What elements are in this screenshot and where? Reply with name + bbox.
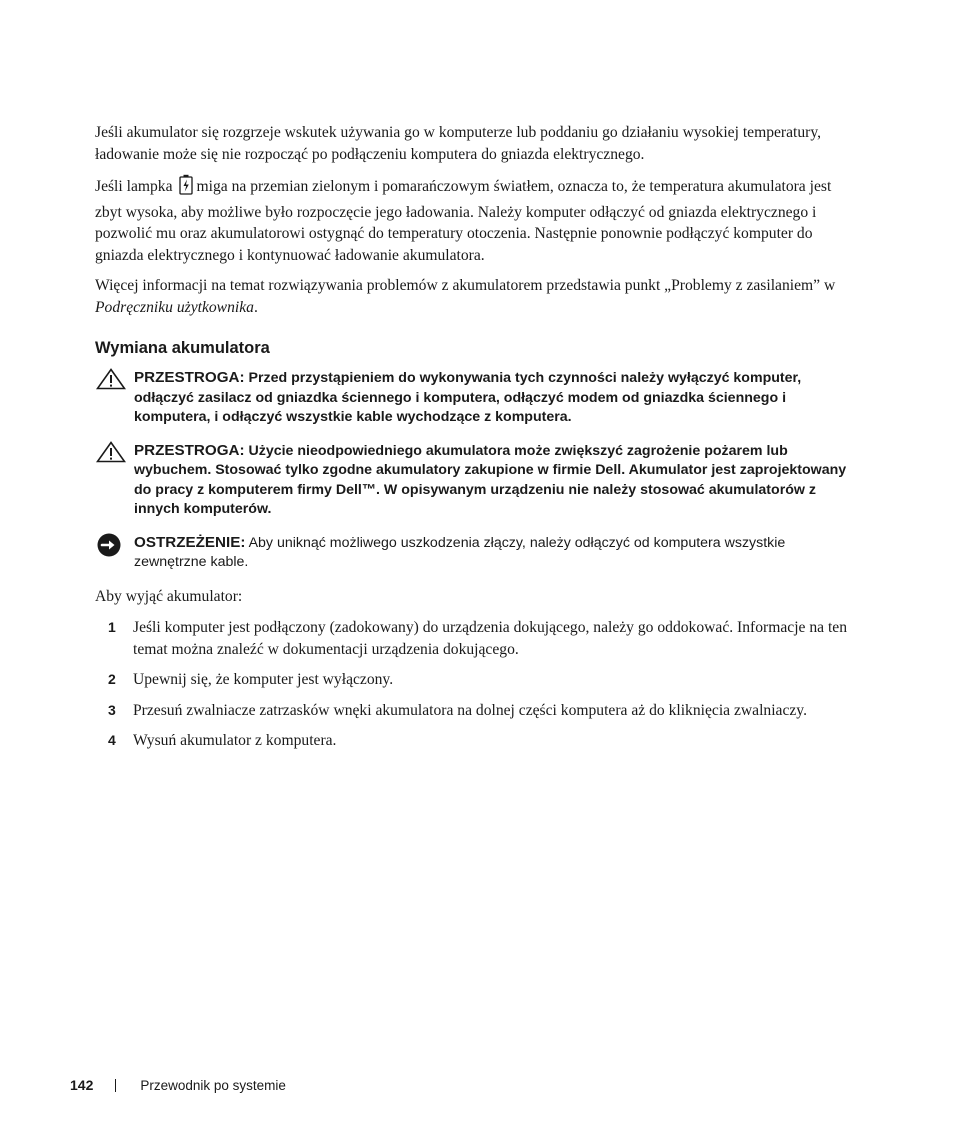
section-heading: Wymiana akumulatora xyxy=(95,339,270,357)
paragraph-more-info xyxy=(95,275,860,318)
list-item xyxy=(95,730,860,752)
paragraph-battery-heat: Jeśli akumulator się rozgrzeje wskutek używania go w komputerze lub poddaniu go działaniu wysokiej temperatury, ładowanie może się nie rozpocząć po podłączeniu komputera do gniazda elektrycznego. xyxy=(95,124,822,163)
warning-triangle-icon xyxy=(96,441,126,468)
paragraph-battery-light xyxy=(95,174,860,266)
step-number: 2 xyxy=(108,671,116,687)
caution-label: PRZESTROGA: xyxy=(134,441,245,459)
page-footer xyxy=(70,1077,286,1093)
step-text: Jeśli komputer jest podłączony (zadokowany) do urządzenia dokującego, należy go oddokować. Informacje na ten temat można znaleźć w dokumentacji urządzenia dokującego. xyxy=(133,619,848,658)
procedure-intro: Aby wyjąć akumulator: xyxy=(95,587,243,605)
caution-body: Użycie nieodpowiedniego akumulatora może zwiększyć zagrożenie pożarem lub wybuchem. Stosować tylko zgodne akumulatory zakupione w firmie Dell. Akumulator jest zaprojektowany do pracy z komputerem firmy Dell™. W opisywanym urządzeniu nie należy stosować akumulatorów z innych komputerów. xyxy=(134,442,847,517)
list-item xyxy=(95,700,860,722)
page-content xyxy=(95,122,860,761)
paragraph-text: miga na przemian zielonym i pomarańczowym światłem, oznacza to, że temperatura akumulatora jest zbyt wysoka, aby możliwe było rozpoczęcie jego ładowania. Należy komputer odłączyć od gniazda elektrycznego i pozwolić mu oraz akumulatorowi ostygnąć do temperatury otoczenia. Następnie ponownie podłączyć komputer do gniazda elektrycznego i kontynuować ładowanie akumulatora. xyxy=(95,178,832,264)
paragraph-text: Jeśli lampka xyxy=(95,178,173,195)
list-item xyxy=(95,669,860,691)
step-text: Wysuń akumulator z komputera. xyxy=(133,732,337,749)
step-text: Przesuń zwalniacze zatrzasków wnęki akumulatora na dolnej części komputera aż do kliknięcia zwalniaczy. xyxy=(133,701,807,719)
notice-body: Aby uniknąć możliwego uszkodzenia złączy, należy odłączyć od komputera wszystkie zewnętrzne kable. xyxy=(134,534,786,570)
caution-body: Przed przystąpieniem do wykonywania tych czynności należy wyłączyć komputer, odłączyć zasilacz od gniazdka ściennego i komputera, odłączyć modem od gniazdka ściennego i komputera, i odłączyć wszystkie kable wychodzące z komputera. xyxy=(134,370,802,425)
step-number: 1 xyxy=(108,619,116,635)
caution-notice-2 xyxy=(95,441,860,520)
notice-text xyxy=(134,533,860,573)
warning-triangle-icon xyxy=(96,368,126,395)
caution-text xyxy=(134,368,860,428)
step-number: 4 xyxy=(108,732,116,748)
paragraph-text: . xyxy=(253,298,258,316)
footer-divider xyxy=(115,1079,116,1092)
list-item xyxy=(95,617,860,660)
notice-damage xyxy=(95,533,860,573)
notice-label: OSTRZEŻENIE: xyxy=(134,533,246,551)
footer-doc-title: Przewodnik po systemie xyxy=(140,1078,286,1093)
battery-status-light-icon xyxy=(179,174,193,202)
procedure-steps xyxy=(95,617,860,752)
caution-label: PRZESTROGA: xyxy=(134,369,245,386)
notice-hand-icon xyxy=(96,533,122,562)
manual-title: Podręczniku użytkownika xyxy=(95,298,254,316)
paragraph-text: Więcej informacji na temat rozwiązywania problemów z akumulatorem przedstawia punkt „Problemy z zasilaniem” w xyxy=(95,277,836,294)
page-number: 142 xyxy=(70,1077,94,1093)
step-number: 3 xyxy=(108,701,116,718)
caution-text xyxy=(134,441,860,520)
caution-notice-1 xyxy=(95,368,860,428)
step-text: Upewnij się, że komputer jest wyłączony. xyxy=(133,671,394,688)
